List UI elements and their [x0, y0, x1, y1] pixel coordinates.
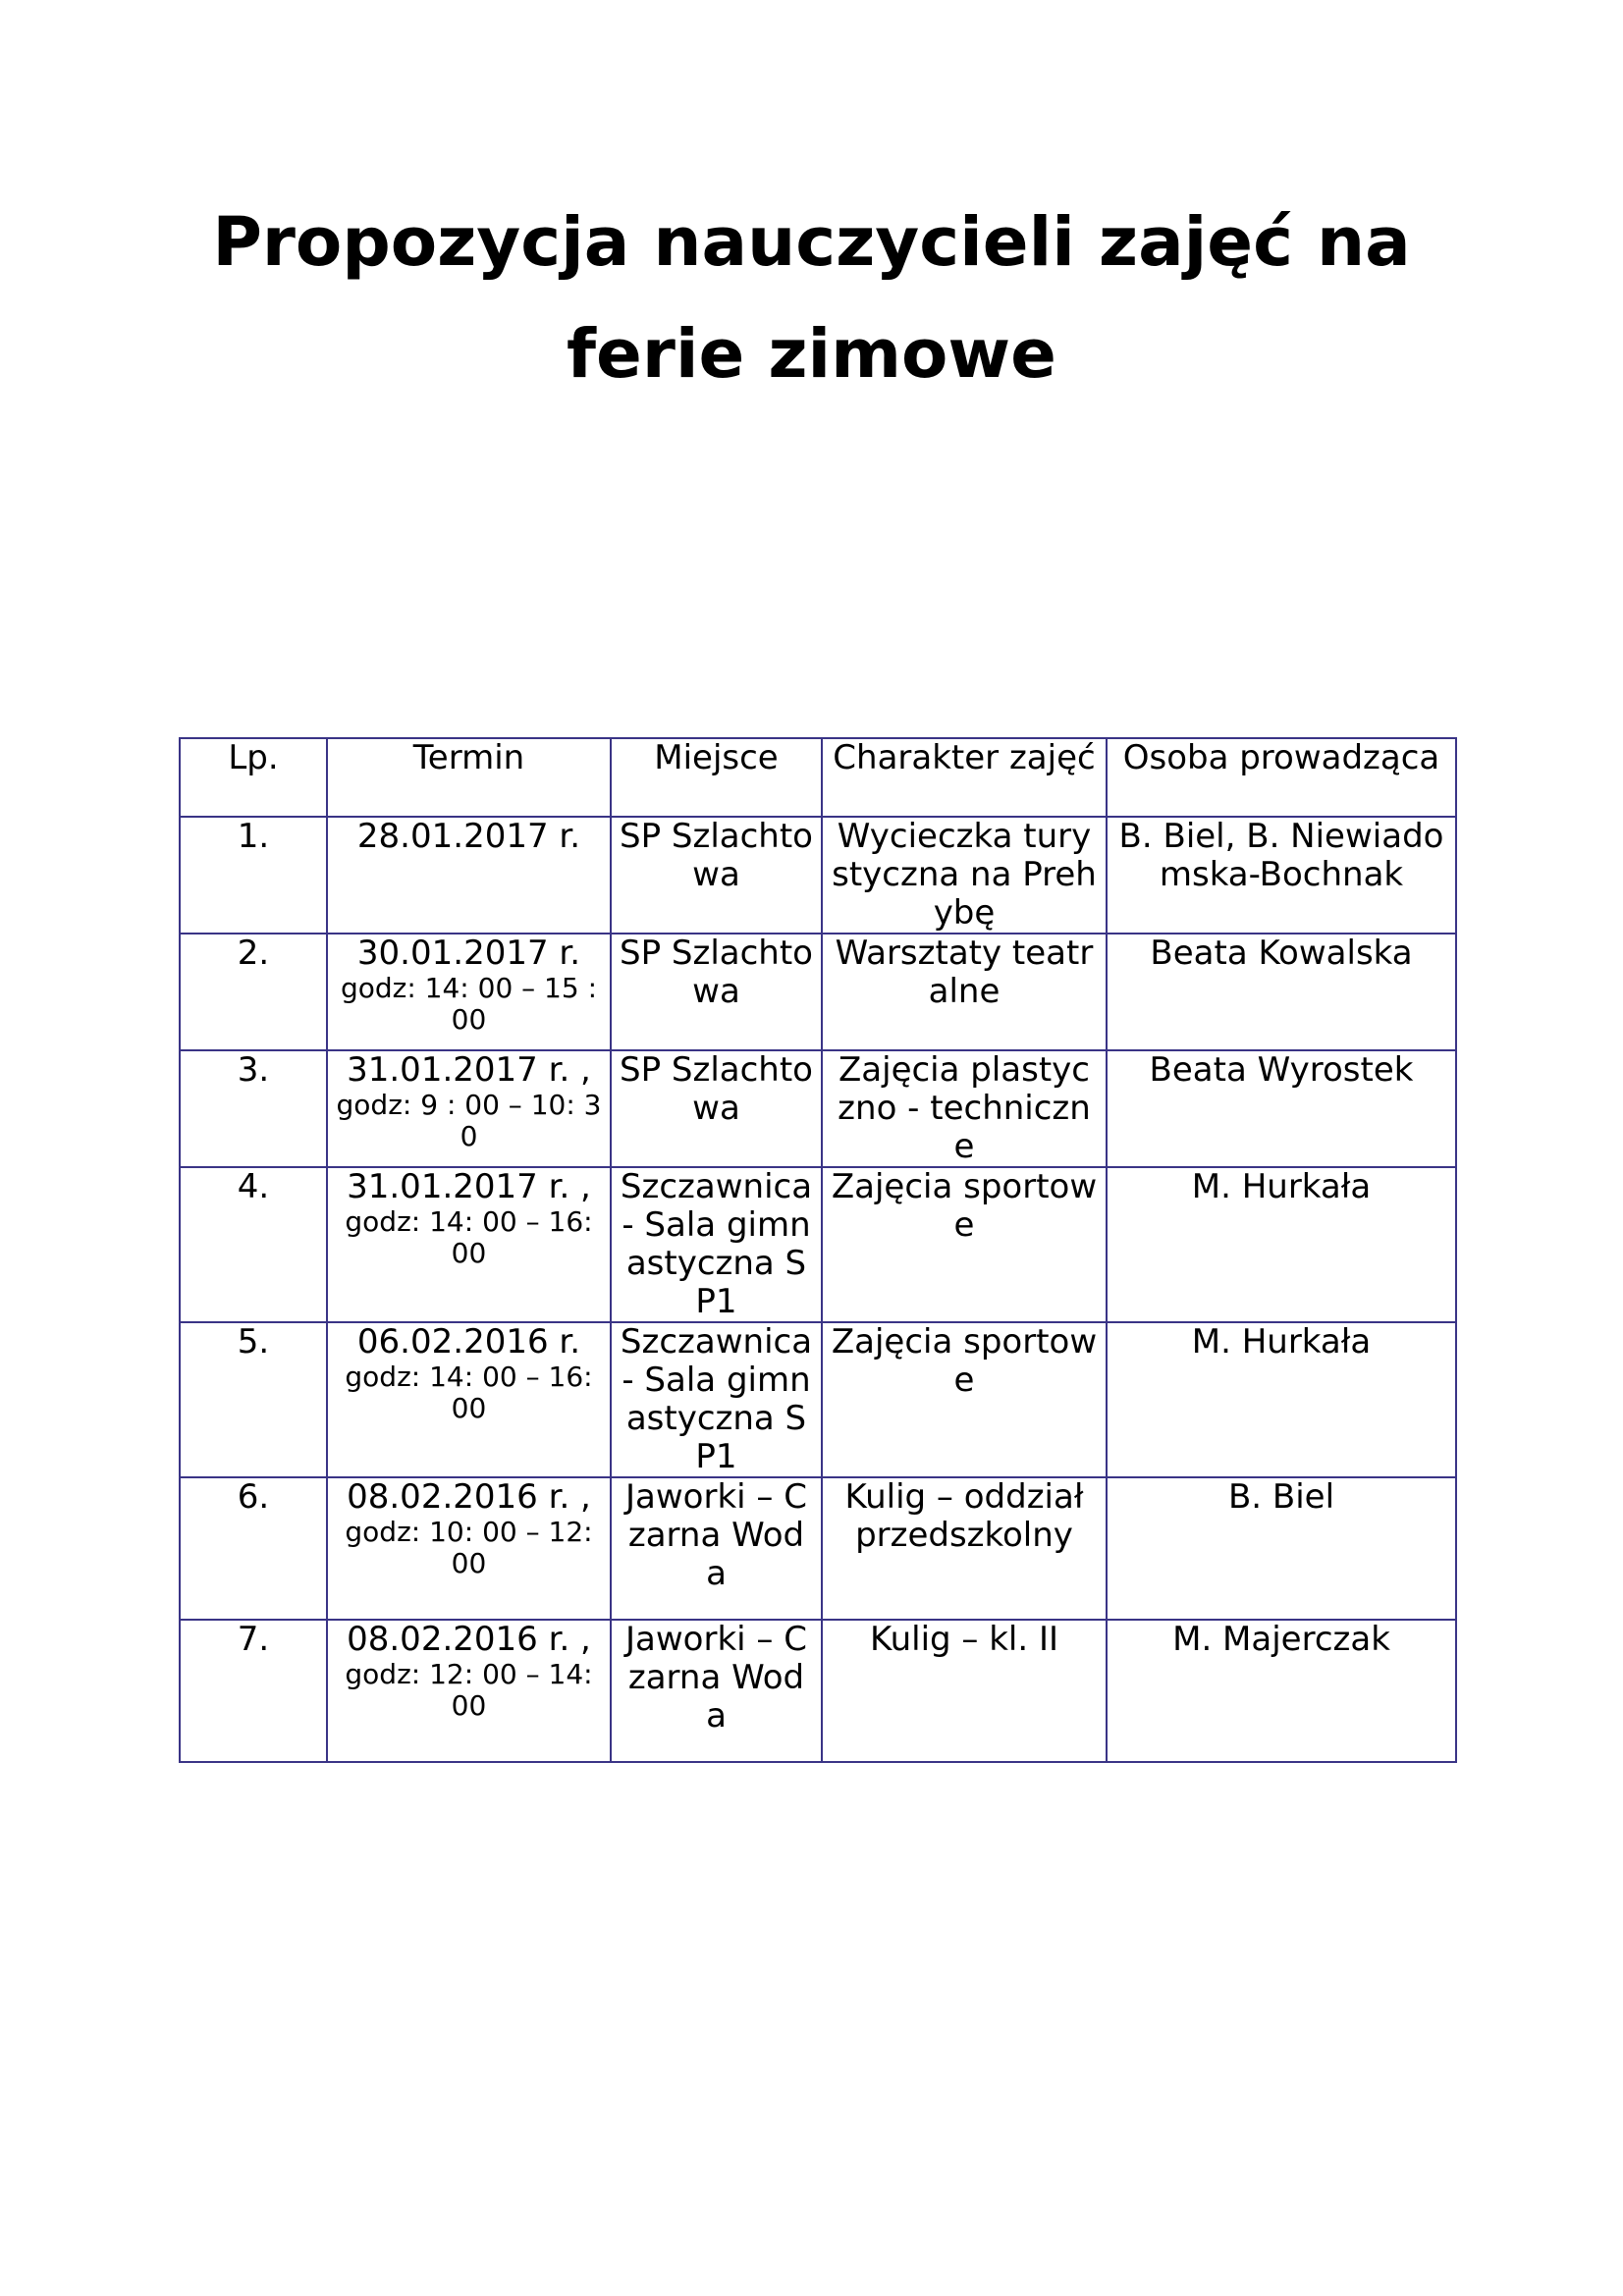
header-osoba: Osoba prowadząca	[1107, 738, 1456, 817]
cell-date: 31.01.2017 r. ,	[347, 1167, 591, 1206]
cell-charakter: Zajęcia plastyczno - techniczne	[822, 1050, 1107, 1167]
title-line-1: Propozycja nauczycieli zajęć na	[212, 203, 1411, 282]
cell-termin	[327, 934, 611, 1050]
cell-lp: 3.	[180, 1050, 327, 1167]
cell-miejsce: Jaworki – Czarna Woda	[611, 1477, 822, 1620]
table-row	[180, 1620, 1456, 1762]
cell-termin	[327, 817, 611, 934]
cell-osoba: M. Hurkała	[1107, 1322, 1456, 1477]
header-miejsce: Miejsce	[611, 738, 822, 817]
cell-time: godz: 10: 00 – 12: 00	[345, 1516, 593, 1579]
cell-lp: 2.	[180, 934, 327, 1050]
cell-time: godz: 9 : 00 – 10: 30	[336, 1089, 602, 1152]
cell-lp: 5.	[180, 1322, 327, 1477]
cell-time: godz: 12: 00 – 14: 00	[345, 1658, 593, 1722]
cell-osoba: M. Hurkała	[1107, 1167, 1456, 1322]
cell-lp: 7.	[180, 1620, 327, 1762]
cell-miejsce: SP Szlachtowa	[611, 1050, 822, 1167]
header-termin: Termin	[327, 738, 611, 817]
cell-time: godz: 14: 00 – 16: 00	[345, 1361, 593, 1424]
title-line-2: ferie zimowe	[567, 315, 1056, 394]
cell-miejsce: Szczawnica- Sala gimnastyczna SP1	[611, 1167, 822, 1322]
cell-miejsce: SP Szlachtowa	[611, 817, 822, 934]
cell-charakter: Zajęcia sportowe	[822, 1167, 1107, 1322]
table-row	[180, 1322, 1456, 1477]
cell-lp: 1.	[180, 817, 327, 934]
cell-lp: 4.	[180, 1167, 327, 1322]
cell-osoba: Beata Wyrostek	[1107, 1050, 1456, 1167]
cell-date: 28.01.2017 r.	[356, 817, 581, 856]
table-row	[180, 1167, 1456, 1322]
cell-time: godz: 14: 00 – 15 : 00	[340, 972, 598, 1036]
cell-date: 30.01.2017 r.	[356, 934, 581, 973]
cell-charakter: Wycieczka turystyczna na Prehybę	[822, 817, 1107, 934]
cell-date: 08.02.2016 r. ,	[347, 1477, 591, 1517]
cell-termin	[327, 1620, 611, 1762]
table-header-row	[180, 738, 1456, 817]
cell-charakter: Warsztaty teatralne	[822, 934, 1107, 1050]
cell-miejsce: Szczawnica- Sala gimnastyczna SP1	[611, 1322, 822, 1477]
table-row	[180, 817, 1456, 934]
schedule-table	[179, 737, 1457, 1763]
cell-osoba: M. Majerczak	[1107, 1620, 1456, 1762]
cell-charakter: Kulig – kl. II	[822, 1620, 1107, 1762]
cell-termin	[327, 1167, 611, 1322]
cell-date: 06.02.2016 r.	[356, 1322, 581, 1362]
cell-osoba: B. Biel, B. Niewiadomska-Bochnak	[1107, 817, 1456, 934]
table-row	[180, 1050, 1456, 1167]
cell-termin	[327, 1050, 611, 1167]
cell-date: 08.02.2016 r. ,	[347, 1620, 591, 1659]
header-lp: Lp.	[180, 738, 327, 817]
cell-miejsce: Jaworki – Czarna Woda	[611, 1620, 822, 1762]
cell-osoba: Beata Kowalska	[1107, 934, 1456, 1050]
cell-termin	[327, 1322, 611, 1477]
cell-osoba: B. Biel	[1107, 1477, 1456, 1620]
cell-time: godz: 14: 00 – 16: 00	[345, 1205, 593, 1269]
table-row	[180, 934, 1456, 1050]
table-row	[180, 1477, 1456, 1620]
cell-termin	[327, 1477, 611, 1620]
cell-lp: 6.	[180, 1477, 327, 1620]
document-title	[0, 187, 1623, 410]
cell-charakter: Kulig – oddział przedszkolny	[822, 1477, 1107, 1620]
header-charakter: Charakter zajęć	[822, 738, 1107, 817]
cell-date: 31.01.2017 r. ,	[347, 1050, 591, 1090]
cell-charakter: Zajęcia sportowe	[822, 1322, 1107, 1477]
cell-miejsce: SP Szlachtowa	[611, 934, 822, 1050]
